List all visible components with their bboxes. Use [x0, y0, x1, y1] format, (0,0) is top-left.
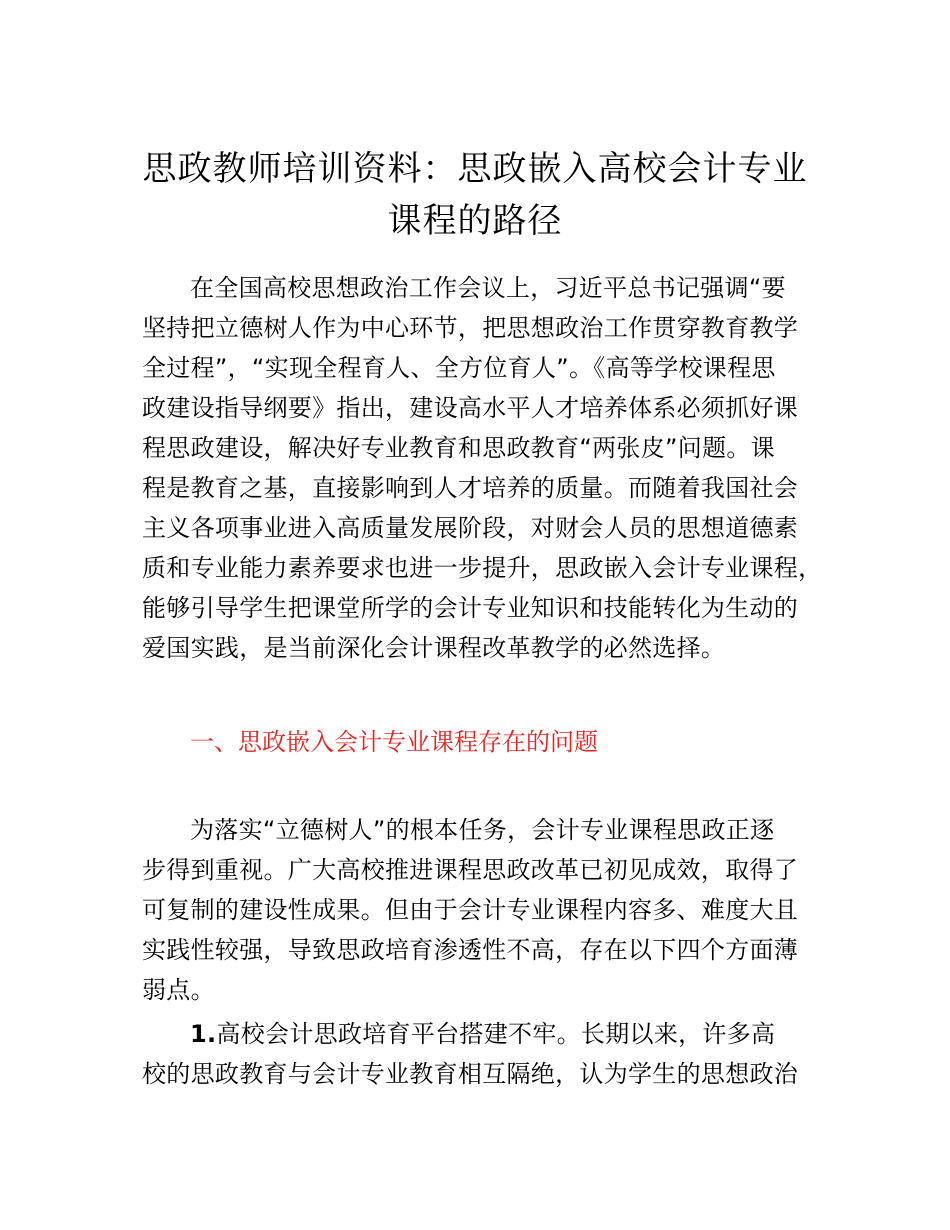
point-number: 1. [190, 1020, 217, 1048]
paragraph-line: 政建设指导纲要》指出，建设高水平人才培养体系必须抓好课 [142, 394, 799, 422]
paragraph-line: 程是教育之基，直接影响到人才培养的质量。而随着我国社会 [142, 474, 799, 502]
paragraph-line: 校的思政教育与会计专业教育相互隔绝，认为学生的思想政治 [142, 1060, 799, 1088]
point-text: 高校会计思政培育平台搭建不牢。长期以来，许多高 [216, 1020, 776, 1048]
paragraph-line: 全过程”，“实现全程育人、全方位育人”。《高等学校课程思 [142, 354, 776, 382]
paragraph-line: 可复制的建设性成果。但由于会计专业课程内容多、难度大且 [142, 896, 799, 924]
paragraph-line: 在全国高校思想政治工作会议上，习近平总书记强调“要 [190, 274, 786, 302]
paragraph-line: 实践性较强，导致思政培育渗透性不高，存在以下四个方面薄 [142, 936, 799, 964]
paragraph-problems [142, 810, 832, 1010]
paragraph-line: 步得到重视。广大高校推进课程思政改革已初见成效，取得了 [142, 856, 799, 884]
paragraph-line: 为落实“立德树人”的根本任务，会计专业课程思政正逐 [190, 816, 775, 844]
paragraph-point-1 [142, 1014, 832, 1094]
paragraph-line [142, 1014, 832, 1054]
paragraph-line: 爱国实践，是当前深化会计课程改革教学的必然选择。 [142, 634, 726, 662]
section-heading: 一、思政嵌入会计专业课程存在的问题 [190, 728, 598, 756]
paragraph-intro [142, 268, 832, 668]
paragraph-line: 程思政建设，解决好专业教育和思政教育“两张皮”问题。课 [142, 434, 775, 462]
paragraph-line: 坚持把立德树人作为中心环节，把思想政治工作贯穿教育教学 [142, 314, 799, 342]
document-title [0, 143, 950, 247]
title-line-2: 课程的路径 [387, 201, 563, 241]
paragraph-line: 质和专业能力素养要求也进一步提升，思政嵌入会计专业课程， [142, 554, 823, 582]
title-line-1: 思政教师培训资料：思政嵌入高校会计专业 [142, 149, 808, 189]
paragraph-line: 弱点。 [142, 976, 215, 1004]
paragraph-line: 能够引导学生把课堂所学的会计专业知识和技能转化为生动的 [142, 594, 799, 622]
paragraph-line: 主义各项事业进入高质量发展阶段，对财会人员的思想道德素 [142, 514, 799, 542]
